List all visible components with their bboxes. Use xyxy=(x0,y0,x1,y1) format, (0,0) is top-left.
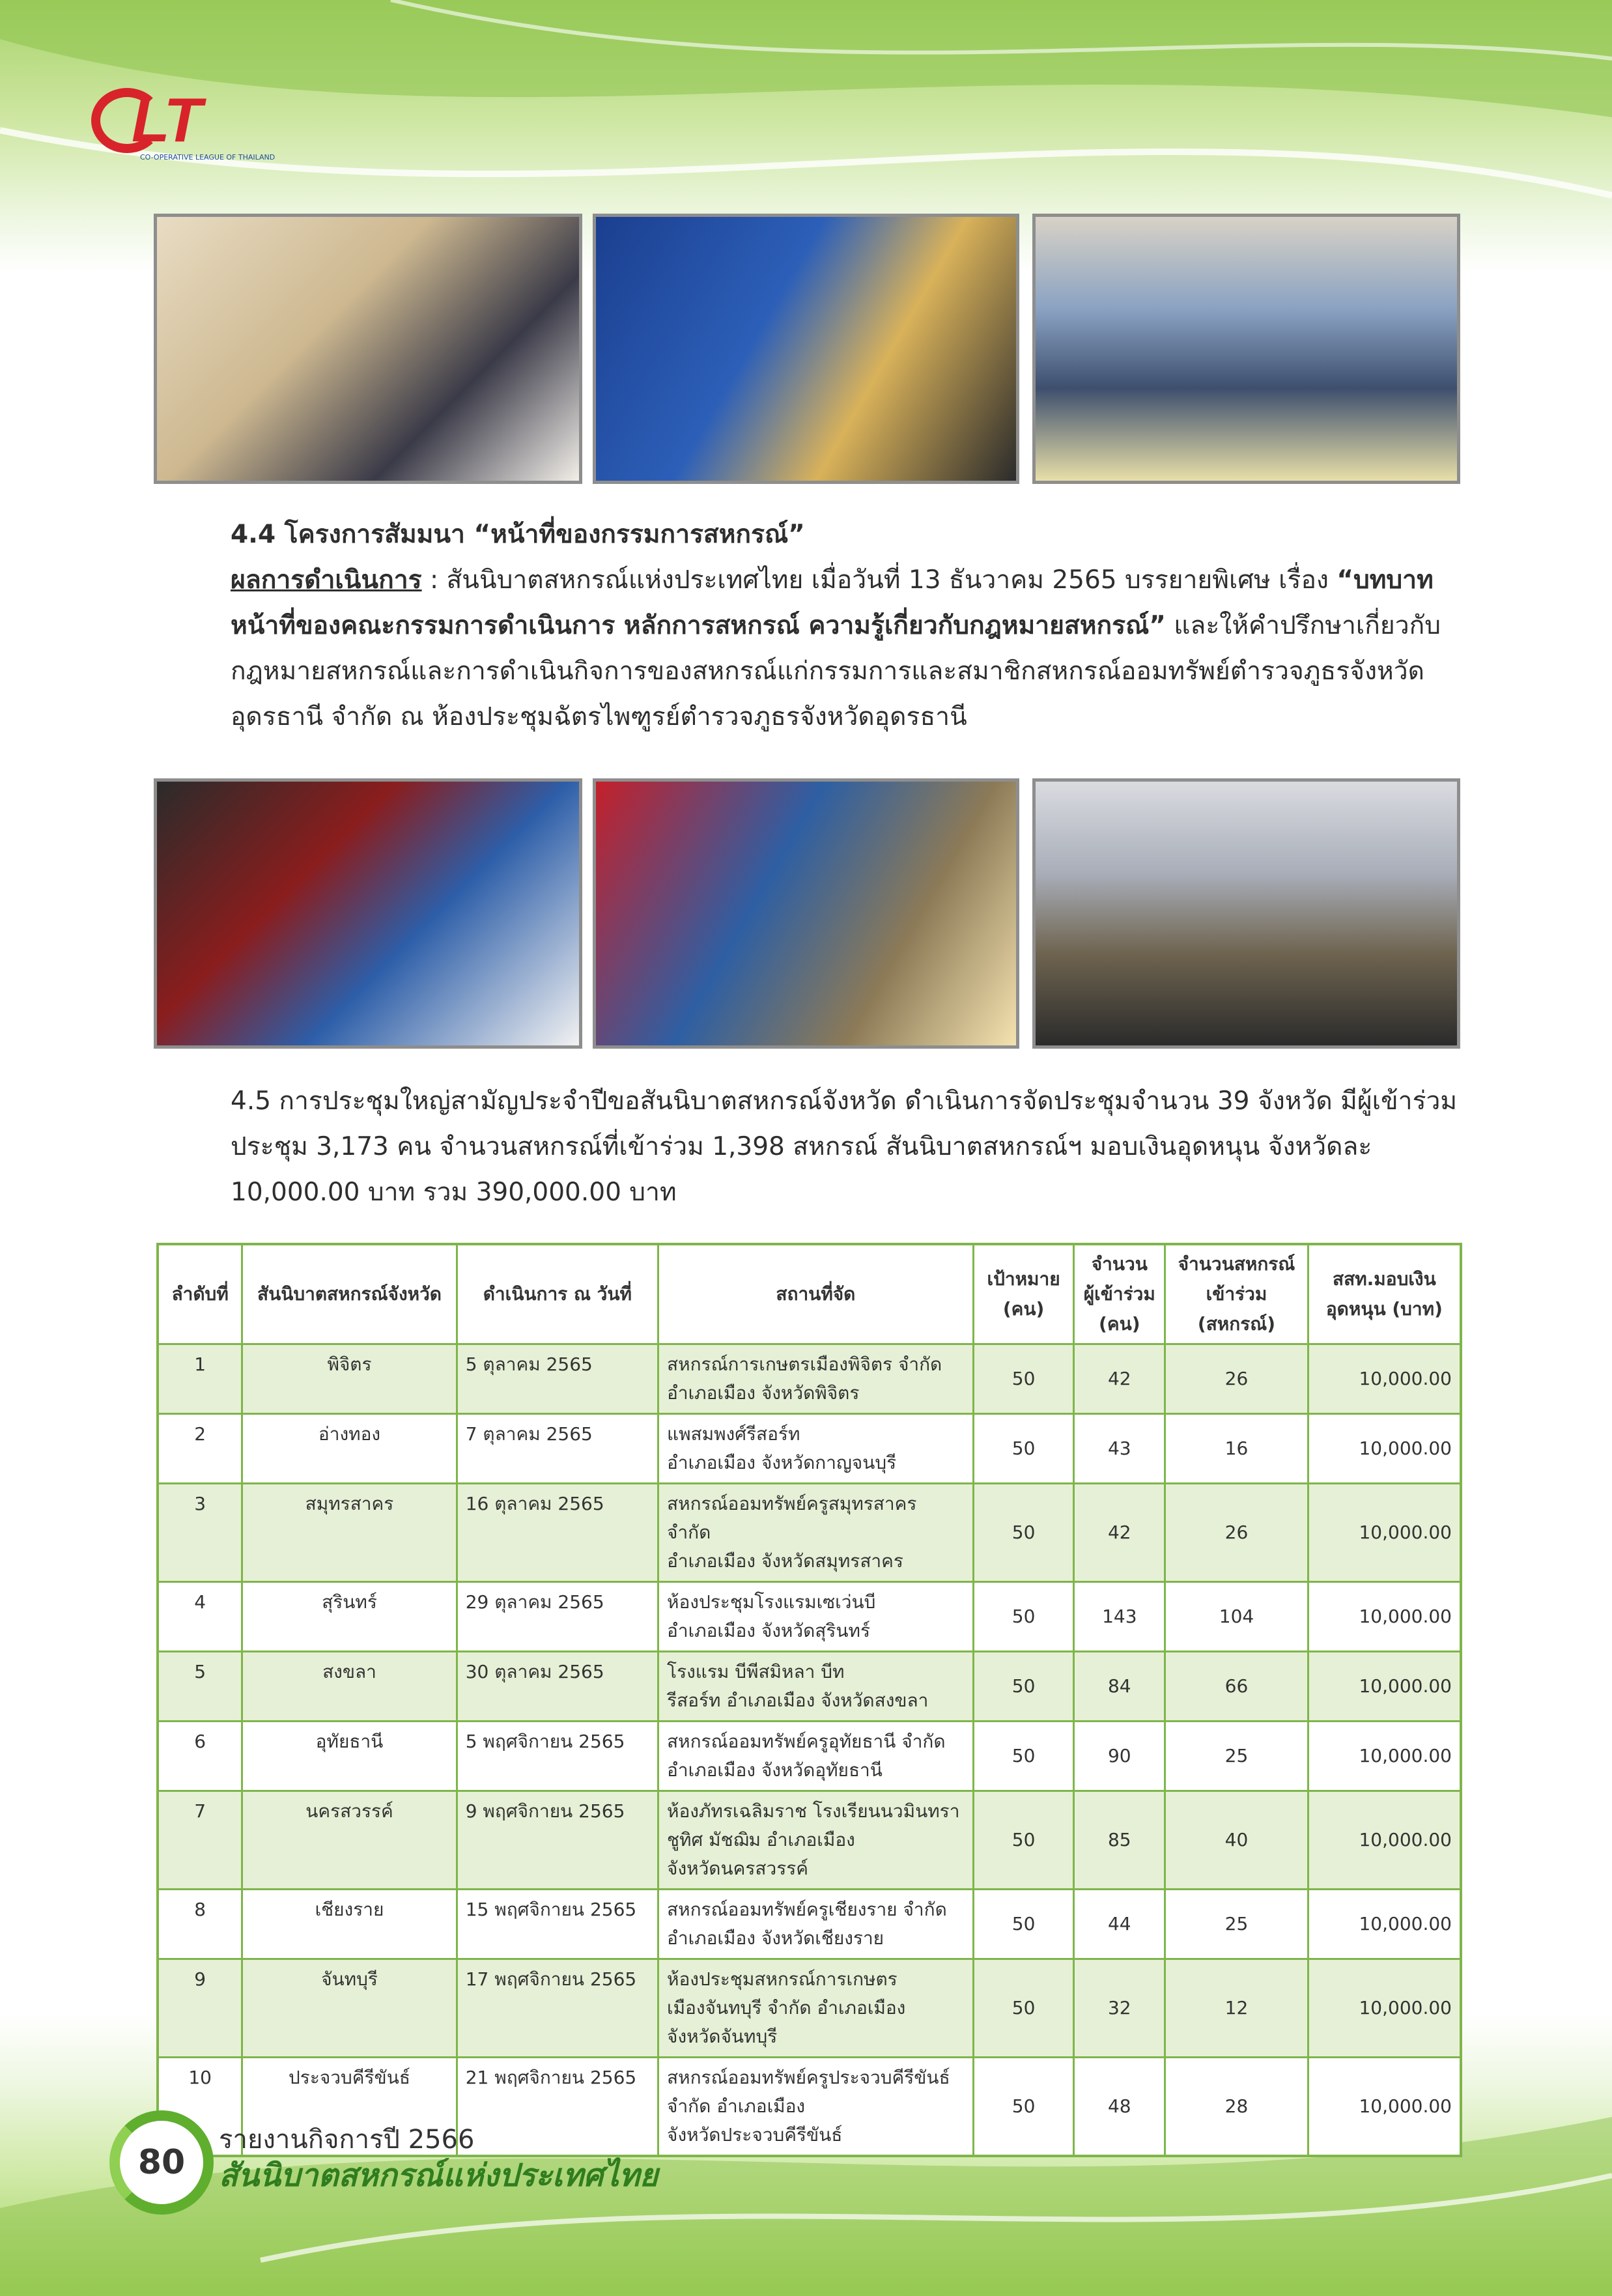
cell-date: 30 ตุลาคม 2565 xyxy=(457,1652,658,1722)
cell-venue: สหกรณ์ออมทรัพย์ครูเชียงราย จำกัด อำเภอเมือง จังหวัดเชียงราย xyxy=(658,1890,974,1959)
cell-grant: 10,000.00 xyxy=(1308,1582,1461,1652)
cell-date: 9 พฤศจิกายน 2565 xyxy=(457,1791,658,1890)
cell-attendees: 44 xyxy=(1074,1890,1165,1959)
cell-target: 50 xyxy=(973,1652,1074,1722)
cell-venue: ห้องประชุมโรงแรมเซเว่นบี อำเภอเมือง จังหวัดสุรินทร์ xyxy=(658,1582,974,1652)
logo-text: LT xyxy=(132,85,201,155)
cell-grant: 10,000.00 xyxy=(1308,1414,1461,1484)
cell-no: 10 xyxy=(158,2058,242,2157)
cell-league: พิจิตร xyxy=(242,1344,457,1414)
cell-date: 5 พฤศจิกายน 2565 xyxy=(457,1722,658,1791)
cell-venue: แพสมพงศ์รีสอร์ท อำเภอเมือง จังหวัดกาญจนบุรี xyxy=(658,1414,974,1484)
table-row xyxy=(158,1791,1461,1890)
cell-date: 29 ตุลาคม 2565 xyxy=(457,1582,658,1652)
cell-target: 50 xyxy=(973,1791,1074,1890)
cell-league: นครสวรรค์ xyxy=(242,1791,457,1890)
cell-venue: สหกรณ์การเกษตรเมืองพิจิตร จำกัด อำเภอเมือง จังหวัดพิจิตร xyxy=(658,1344,974,1414)
section-4-4 xyxy=(155,512,1458,740)
league-meeting-table xyxy=(156,1243,1462,2157)
table-row xyxy=(158,1484,1461,1582)
header-date: ดำเนินการ ณ วันที่ xyxy=(457,1244,658,1344)
cell-grant: 10,000.00 xyxy=(1308,1344,1461,1414)
header-venue: สถานที่จัด xyxy=(658,1244,974,1344)
cell-attendees: 90 xyxy=(1074,1722,1165,1791)
table-row xyxy=(158,1890,1461,1959)
police-group-photo xyxy=(1032,778,1460,1049)
cell-coops: 28 xyxy=(1165,2058,1308,2157)
cell-venue: สหกรณ์ออมทรัพย์ครูสมุทรสาคร จำกัด อำเภอเมือง จังหวัดสมุทรสาคร xyxy=(658,1484,974,1582)
cell-date: 21 พฤศจิกายน 2565 xyxy=(457,2058,658,2157)
cell-league: อุทัยธานี xyxy=(242,1722,457,1791)
cell-venue: ห้องประชุมสหกรณ์การเกษตร เมืองจันทบุรี จำกัด อำเภอเมือง จังหวัดจันทบุรี xyxy=(658,1959,974,2058)
table-row xyxy=(158,1582,1461,1652)
table-row xyxy=(158,1959,1461,2058)
section-4-5 xyxy=(155,1079,1458,1215)
header-coops: จำนวนสหกรณ์ เข้าร่วม (สหกรณ์) xyxy=(1165,1244,1308,1344)
cell-attendees: 84 xyxy=(1074,1652,1165,1722)
clt-logo xyxy=(91,81,293,166)
cell-venue: ห้องภัทรเฉลิมราช โรงเรียนนวมินทรา ชูทิศ มัชฌิม อำเภอเมือง จังหวัดนครสวรรค์ xyxy=(658,1791,974,1890)
table-row xyxy=(158,1414,1461,1484)
cell-date: 7 ตุลาคม 2565 xyxy=(457,1414,658,1484)
cell-target: 50 xyxy=(973,1722,1074,1791)
header-no: ลำดับที่ xyxy=(158,1244,242,1344)
cell-venue: สหกรณ์ออมทรัพย์ครูอุทัยธานี จำกัด อำเภอเมือง จังหวัดอุทัยธานี xyxy=(658,1722,974,1791)
result-label: ผลการดำเนินการ xyxy=(231,565,422,595)
table-row xyxy=(158,1344,1461,1414)
meeting-speaker-photo xyxy=(154,778,582,1049)
cell-coops: 16 xyxy=(1165,1414,1308,1484)
cell-attendees: 85 xyxy=(1074,1791,1165,1890)
section-4-5-body: 4.5 การประชุมใหญ่สามัญประจำปีขอสันนิบาตสหกรณ์จังหวัด ดำเนินการจัดประชุมจำนวน 39 จังหวัด มีผู้เข้าร่วมประชุม 3,173 คน จำนวนสหกรณ์ที่เข้าร่วม 1,398 สหกรณ์ สันนิบาตสหกรณ์ฯ มอบเงินอุดหนุน จังหวัดละ 10,000.00 บาท รวม 390,000.00 บาท xyxy=(231,1086,1458,1207)
cell-league: สุรินทร์ xyxy=(242,1582,457,1652)
cell-grant: 10,000.00 xyxy=(1308,2058,1461,2157)
cell-grant: 10,000.00 xyxy=(1308,1722,1461,1791)
cell-no: 6 xyxy=(158,1722,242,1791)
cell-attendees: 32 xyxy=(1074,1959,1165,2058)
section-4-4-heading: 4.4 โครงการสัมมนา “หน้าที่ของกรรมการสหกรณ์” xyxy=(231,520,805,549)
cell-no: 3 xyxy=(158,1484,242,1582)
cell-no: 5 xyxy=(158,1652,242,1722)
cell-attendees: 42 xyxy=(1074,1484,1165,1582)
group-photo xyxy=(1032,214,1460,484)
header-attendees: จำนวน ผู้เข้าร่วม (คน) xyxy=(1074,1244,1165,1344)
cell-date: 16 ตุลาคม 2565 xyxy=(457,1484,658,1582)
cell-coops: 26 xyxy=(1165,1344,1308,1414)
cell-no: 9 xyxy=(158,1959,242,2058)
logo-subtitle: CO-OPERATIVE LEAGUE OF THAILAND xyxy=(140,153,276,162)
cell-league: สมุทรสาคร xyxy=(242,1484,457,1582)
cell-no: 2 xyxy=(158,1414,242,1484)
gift-handover-photo xyxy=(593,214,1019,484)
cell-league: อ่างทอง xyxy=(242,1414,457,1484)
header-grant: สสท.มอบเงิน อุดหนุน (บาท) xyxy=(1308,1244,1461,1344)
cell-target: 50 xyxy=(973,1582,1074,1652)
cell-date: 17 พฤศจิกายน 2565 xyxy=(457,1959,658,2058)
cell-attendees: 48 xyxy=(1074,2058,1165,2157)
cell-no: 7 xyxy=(158,1791,242,1890)
header-target: เป้าหมาย (คน) xyxy=(973,1244,1074,1344)
page-number: 80 xyxy=(137,2143,186,2182)
police-handover-photo xyxy=(593,778,1019,1049)
cell-league: เชียงราย xyxy=(242,1890,457,1959)
cell-coops: 40 xyxy=(1165,1791,1308,1890)
cell-venue: โรงแรม บีพีสมิหลา บีท รีสอร์ท อำเภอเมือง จังหวัดสงขลา xyxy=(658,1652,974,1722)
cell-league: จันทบุรี xyxy=(242,1959,457,2058)
cell-coops: 104 xyxy=(1165,1582,1308,1652)
section-4-4-body xyxy=(155,558,1458,740)
cell-coops: 26 xyxy=(1165,1484,1308,1582)
table-row xyxy=(158,1652,1461,1722)
cell-target: 50 xyxy=(973,1414,1074,1484)
cell-coops: 25 xyxy=(1165,1722,1308,1791)
cell-no: 8 xyxy=(158,1890,242,1959)
cell-grant: 10,000.00 xyxy=(1308,1959,1461,2058)
header-league: สันนิบาตสหกรณ์จังหวัด xyxy=(242,1244,457,1344)
cell-grant: 10,000.00 xyxy=(1308,1484,1461,1582)
cell-target: 50 xyxy=(973,1344,1074,1414)
cell-date: 5 ตุลาคม 2565 xyxy=(457,1344,658,1414)
table-header-row xyxy=(158,1244,1461,1344)
body-part-2: และให้คำปรึกษาเกี่ยวกับกฎหมายสหกรณ์และการดำเนินกิจการของสหกรณ์แก่กรรมการและสมาชิกสหกรณ์ออมทรัพย์ตำรวจภูธรจังหวัดอุดรธานี จำกัด ณ ห้องประชุมฉัตรไพฑูรย์ตำรวจภูธรจังหวัดอุดรธานี xyxy=(231,611,1441,731)
body-bold-title: “บทบาทหน้าที่ของคณะกรรมการดำเนินการ หลักการสหกรณ์ ความรู้เกี่ยวกับกฎหมายสหกรณ์” xyxy=(231,565,1434,640)
body-part-1: : สันนิบาตสหกรณ์แห่งประเทศไทย เมื่อวันที่ 13 ธันวาคม 2565 บรรยายพิเศษ เรื่อง xyxy=(421,565,1337,595)
cell-coops: 25 xyxy=(1165,1890,1308,1959)
cell-league: ประจวบคีรีขันธ์ xyxy=(242,2058,457,2157)
report-title: รายงานกิจการปี 2566 xyxy=(219,2125,475,2155)
cell-target: 50 xyxy=(973,2058,1074,2157)
org-name: สันนิบาตสหกรณ์แห่งประเทศไทย xyxy=(219,2157,658,2194)
cell-target: 50 xyxy=(973,1959,1074,2058)
cell-venue: สหกรณ์ออมทรัพย์ครูประจวบคีรีขันธ์ จำกัด อำเภอเมือง จังหวัดประจวบคีรีขันธ์ xyxy=(658,2058,974,2157)
cell-attendees: 42 xyxy=(1074,1344,1165,1414)
cell-target: 50 xyxy=(973,1484,1074,1582)
cell-date: 15 พฤศจิกายน 2565 xyxy=(457,1890,658,1959)
cell-league: สงขลา xyxy=(242,1652,457,1722)
cell-coops: 12 xyxy=(1165,1959,1308,2058)
speaker-photo xyxy=(154,214,582,484)
cell-grant: 10,000.00 xyxy=(1308,1791,1461,1890)
cell-attendees: 143 xyxy=(1074,1582,1165,1652)
cell-coops: 66 xyxy=(1165,1652,1308,1722)
table-row xyxy=(158,1722,1461,1791)
cell-grant: 10,000.00 xyxy=(1308,1652,1461,1722)
table-body xyxy=(158,1344,1461,2157)
cell-no: 4 xyxy=(158,1582,242,1652)
cell-target: 50 xyxy=(973,1890,1074,1959)
cell-attendees: 43 xyxy=(1074,1414,1165,1484)
cell-grant: 10,000.00 xyxy=(1308,1890,1461,1959)
cell-no: 1 xyxy=(158,1344,242,1414)
